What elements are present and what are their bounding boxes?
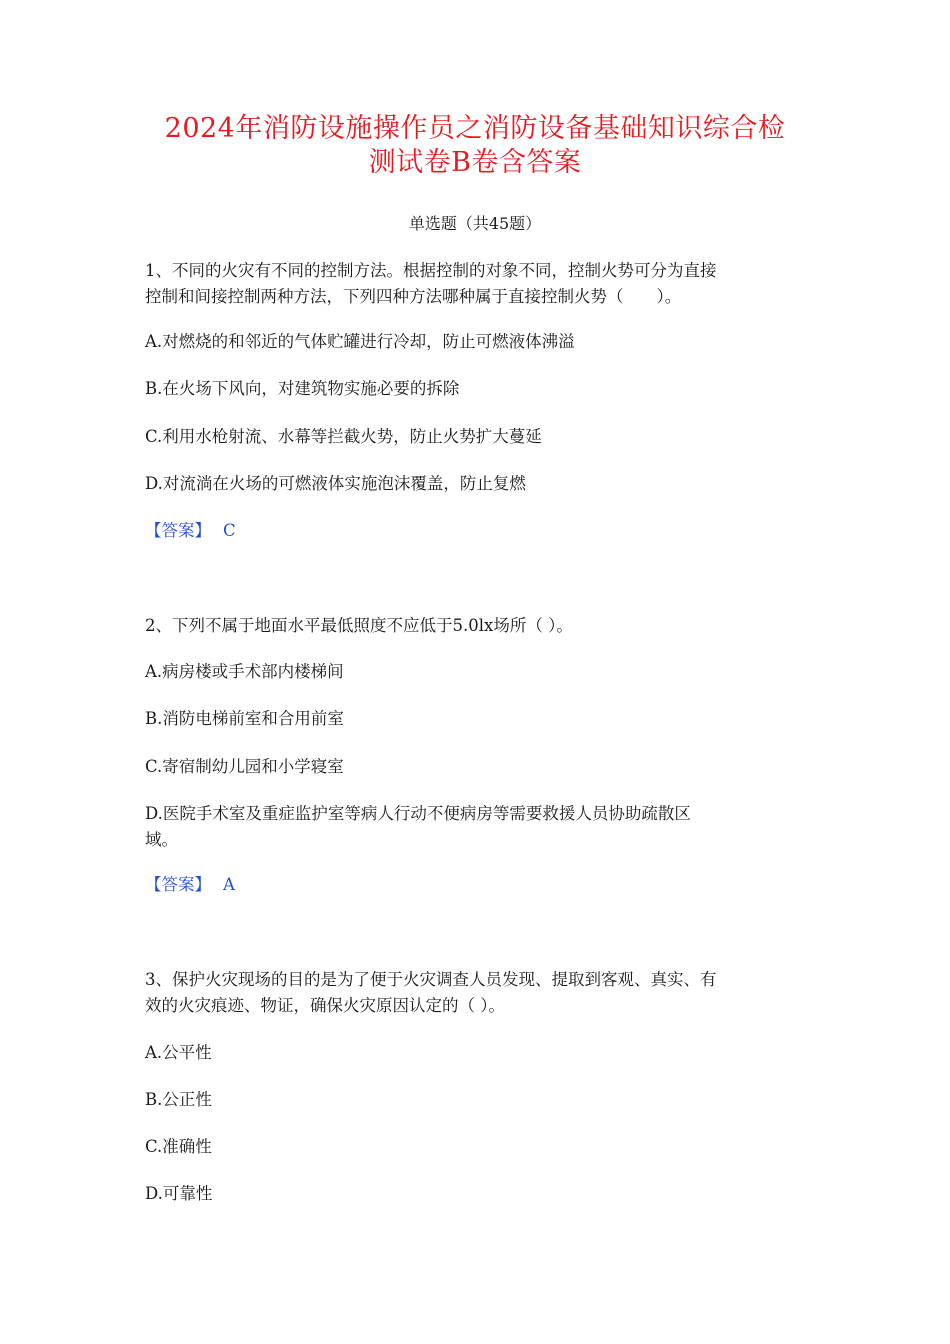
- answer-value: C: [223, 521, 236, 540]
- question-3-stem-line-1: 3、保护火灾现场的目的是为了便于火灾调查人员发现、提取到客观、真实、有: [145, 970, 717, 989]
- question-3-option-b: B.公正性: [145, 1090, 212, 1109]
- question-2-answer: [145, 872, 235, 898]
- question-3-stem-line-2: 效的火灾痕迹、物证，确保火灾原因认定的（ ）。: [145, 996, 505, 1015]
- question-3-option-c: C.准确性: [145, 1137, 212, 1156]
- question-2-option-d: D.医院手术室及重症监护室等病人行动不便病房等需要救援人员协助疏散区: [145, 804, 691, 823]
- question-1-option-d: D.对流淌在火场的可燃液体实施泡沫覆盖，防止复燃: [145, 474, 526, 493]
- answer-label: 【答案】: [145, 875, 211, 894]
- question-2-option-d-line-2: 域。: [145, 830, 178, 849]
- question-1-option-b: B.在火场下风向，对建筑物实施必要的拆除: [145, 379, 460, 398]
- question-1-stem-line-1: 1、不同的火灾有不同的控制方法。根据控制的对象不同，控制火势可分为直接: [145, 261, 717, 280]
- answer-value: A: [223, 875, 235, 894]
- question-1-answer: [145, 518, 236, 544]
- question-2-stem: 2、下列不属于地面水平最低照度不应低于5.0lx场所（ ）。: [145, 616, 573, 635]
- section-heading: 单选题（共45题）: [408, 214, 542, 233]
- question-2-option-a: A.病房楼或手术部内楼梯间: [145, 662, 344, 681]
- question-1-stem-line-2: 控制和间接控制两种方法，下列四种方法哪种属于直接控制火势（ ）。: [145, 287, 682, 306]
- document-title-line-2: 测试卷B卷含答案: [368, 147, 582, 178]
- question-3-option-d: D.可靠性: [145, 1184, 213, 1203]
- document-title-line-1: 2024年消防设施操作员之消防设备基础知识综合检: [164, 113, 786, 144]
- question-1-option-c: C.利用水枪射流、水幕等拦截火势，防止火势扩大蔓延: [145, 427, 542, 446]
- question-1-option-a: A.对燃烧的和邻近的气体贮罐进行冷却，防止可燃液体沸溢: [145, 332, 575, 351]
- question-2-option-c: C.寄宿制幼儿园和小学寝室: [145, 757, 344, 776]
- question-3-option-a: A.公平性: [145, 1043, 212, 1062]
- answer-label: 【答案】: [145, 521, 211, 540]
- question-2-option-b: B.消防电梯前室和合用前室: [145, 709, 344, 728]
